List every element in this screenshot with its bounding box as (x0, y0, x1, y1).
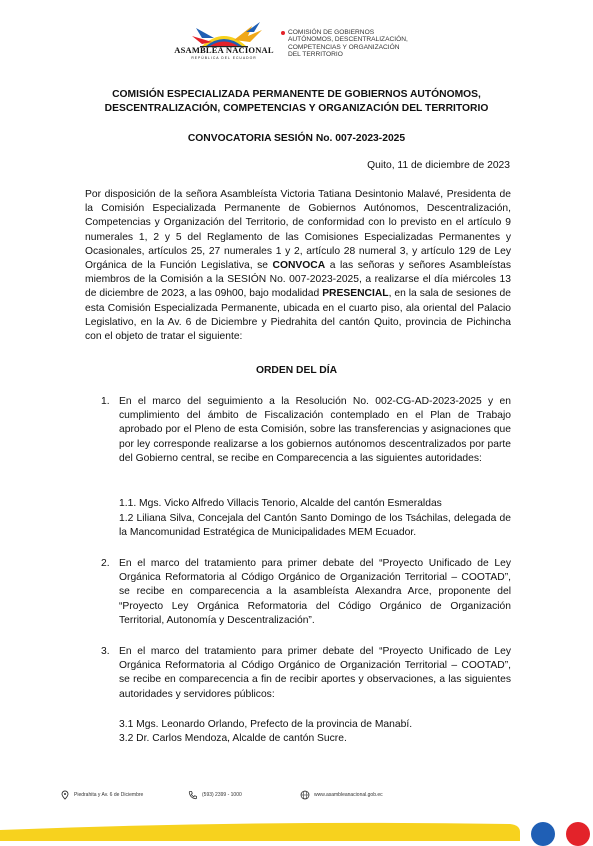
document-title: COMISIÓN ESPECIALIZADA PERMANENTE DE GOBIERNOS AUTÓNOMOS, DESCENTRALIZACIÓN, COMPETENCIAS Y ORGANIZACIÓN DEL TERRITORIO (104, 89, 489, 114)
logo-name: ASAMBLEA NACIONAL (174, 45, 274, 55)
logo-subtitle: REPÚBLICA DEL ECUADOR (191, 56, 257, 60)
agenda-item-2: En el marco del tratamiento para primer debate del “Proyecto Unificado de Ley Orgánica Reformatoria al Código Orgánico de Organización Territorial – COOTAD”, se recibe en comparecencia a la asambleísta Alexandra Arce, proponente del “Proyecto Ley Orgánica Reformatoria del Código Orgánico de Organización Territorial, Autonomía y Descentralización”. (119, 558, 511, 626)
commission-label: COMISIÓN DE GOBIERNOS AUTÓNOMOS, DESCENTRALIZACIÓN, COMPETENCIAS Y ORGANIZACIÓN DEL TERRITORIO (288, 29, 408, 59)
body-paragraph: Por disposición de la señora Asambleísta Victoria Tatiana Desintonio Malavé, Presidenta de la Comisión Especializada Permanente de Gobiernos Autónomos, Descentralización, Competencias y Organización del Territorio, de conformidad con lo previsto en el artículo 9 numerales 1, 2 y 5 del Reglamento de las Comisiones Especializadas Permanentes y Ocasionales, artículos 25, 27 numerales 1 y 2, artículo 28 numeral 3, y artículo 129 de Ley Orgánica de la Función Legislativa, se CONVOCA a las señoras y señores Asambleístas miembros de la Comisión a la SESIÓN No. 007-2023-2025, a realizarse el día miércoles 13 de diciembre de 2023, a las 09h00, bajo modalidad PRESENCIAL, en la sala de sesiones de esta Comisión Especializada Permanente, ubicada en el cuarto piso, ala oriental del Palacio Legislativo, en la Av. 6 de Diciembre y Piedrahita del cantón Quito, provincia de Pichincha con el objeto de tratar el siguiente: (85, 189, 511, 343)
orden-del-dia-heading: ORDEN DEL DÍA (255, 365, 338, 376)
phone-icon (188, 790, 198, 800)
red-circle-decoration (566, 822, 590, 846)
item-number: 2. (101, 558, 110, 569)
document-date: Quito, 11 de diciembre de 2023 (367, 160, 510, 171)
agenda-item-3: En el marco del tratamiento para primer debate del “Proyecto Unificado de Ley Orgánica Reformatoria al Código Orgánico de Organización Territorial – COOTAD”, se recibe en comparecencia a fin de recibir aportes y observaciones, a las siguientes autoridades y servidores públicos: (119, 646, 511, 700)
convocatoria-heading: CONVOCATORIA SESIÓN No. 007-2023-2025 (187, 133, 406, 144)
item-number: 1. (101, 396, 110, 407)
agenda-subitem: 3.1 Mgs. Leonardo Orlando, Prefecto de la provincia de Manabí. (119, 719, 413, 730)
agenda-subitem: 1.2 Liliana Silva, Concejala del Cantón Santo Domingo de los Tsáchilas, delegada de la Mancomunidad Estratégica de Municipalidades MEM Ecuador. (119, 513, 511, 539)
blue-circle-decoration (531, 822, 555, 846)
bullet-dot-icon (281, 31, 285, 35)
location-pin-icon (60, 790, 70, 800)
footer-phone: (593) 2399 - 1000 (188, 790, 242, 800)
globe-icon (300, 790, 310, 800)
item-number: 3. (101, 646, 110, 657)
footer-address: Piedrahita y Av. 6 de Diciembre (60, 790, 143, 800)
footer-website[interactable]: www.asambleanacional.gob.ec (300, 790, 383, 800)
agenda-item-1: En el marco del seguimiento a la Resolución No. 002-CG-AD-2023-2025 y en cumplimiento del ámbito de Fiscalización contemplado en el Plan de Trabajo aprobado por el Pleno de esta Comisión, sobre las transferencias y asignaciones que por ley corresponde realizarse a los gobiernos autónomos descentralizados por parte del Gobierno central, se recibe en Comparecencia a las siguientes autoridades: (119, 396, 511, 464)
footer-color-bar (0, 822, 520, 841)
agenda-subitem: 3.2 Dr. Carlos Mendoza, Alcalde de cantón Sucre. (119, 733, 347, 744)
agenda-subitem: 1.1. Mgs. Vicko Alfredo Villacis Tenorio, Alcalde del cantón Esmeraldas (119, 498, 442, 509)
